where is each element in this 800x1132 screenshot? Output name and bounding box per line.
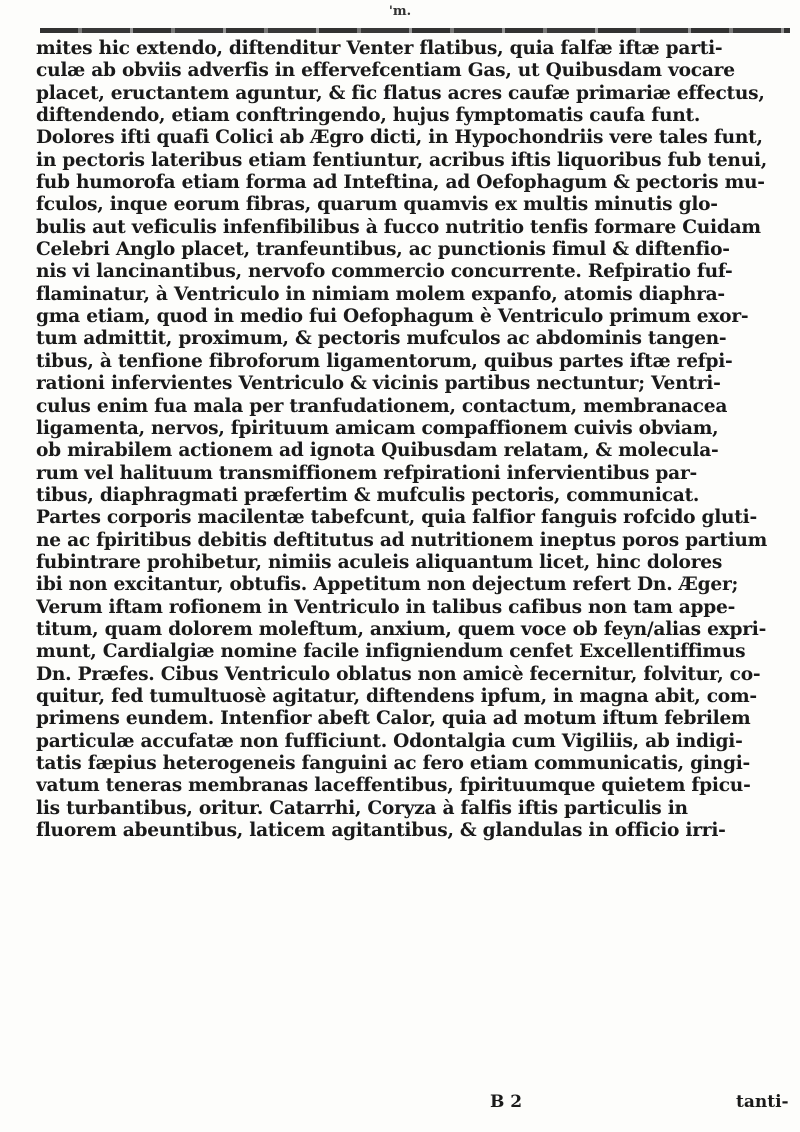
text-line: ligamenta, nervos, fpirituum amicam compaffionem cuivis obviam, (36, 417, 719, 439)
text-line: gma etiam, quod in medio fui Oefophagum è Ventriculo primum exor- (36, 306, 749, 328)
text-line: vatum teneras membranas laceffentibus, fpirituumque quietem fpicu- (36, 775, 751, 797)
text-line: in pectoris lateribus etiam fentiuntur, acribus iftis liquoribus fub tenui, (36, 149, 768, 171)
text-line: fub humorofa etiam forma ad Inteftina, ad Oefophagum & pectoris mu- (36, 172, 765, 194)
text-line: culæ ab obviis adverfis in effervefcentiam Gas, ut Quibusdam vocare (36, 60, 735, 82)
text-line: munt, Cardialgiæ nomine facile infigniendum cenfet Excellentiffimus (36, 641, 746, 663)
text-line: Verum iftam rofionem in Ventriculo in talibus cafibus non tam appe- (36, 596, 736, 618)
signature-mark: B 2 (490, 1092, 523, 1112)
text-line: rum vel halituum transmiffionem refpirationi infervientibus par- (36, 462, 697, 484)
text-line: fubintrare prohibetur, nimiis aculeis aliquantum licet, hinc dolores (36, 551, 723, 573)
text-line: tatis fæpius heterogeneis fanguini ac fero etiam communicatis, gingi- (36, 753, 750, 774)
catchword: tanti- (736, 1092, 789, 1112)
text-line: titum, quam dolorem moleftum, anxium, quem voce ob feyn/alias expri- (36, 618, 767, 640)
text-line: ob mirabilem actionem ad ignota Quibusdam relatam, & molecula- (36, 440, 719, 462)
text-line: placet, eructantem aguntur, & fic flatus acres caufæ primariæ effectus, (36, 82, 765, 104)
text-line: particulæ accufatæ non fufficiunt. Odontalgia cum Vigiliis, ab indigi- (36, 730, 743, 752)
text-line: tibus, diaphragmati præfertim & mufculis pectoris, communicat. (36, 484, 700, 506)
text-line: ibi non excitantur, obtufis. Appetitum non dejectum refert Dn. Æger; (36, 574, 739, 596)
text-line: tibus, à tenfione fibroforum ligamentorum, quibus partes iftæ refpi- (36, 350, 733, 372)
text-line: mites hic extendo, diftenditur Venter flatibus, quia falfæ iftæ parti- (36, 38, 723, 59)
header-rule (40, 28, 790, 33)
text-line: nis vi lancinantibus, nervofo commercio concurrente. Refpiratio fuf- (36, 261, 733, 283)
text-line: tum admittit, proximum, & pectoris mufculos ac abdominis tangen- (36, 328, 727, 350)
text-line: fluorem abeuntibus, laticem agitantibus, & glandulas in officio irri- (36, 820, 726, 842)
page-footer (0, 1092, 800, 1116)
text-line: primens eundem. Intenfior abeft Calor, quia ad motum iftum febrilem (36, 708, 751, 730)
text-line: Partes corporis macilentæ tabefcunt, quia falfior fanguis rofcido gluti- (36, 507, 757, 529)
body-text (36, 38, 784, 842)
page-folio: 'm. (388, 4, 412, 19)
text-line: flaminatur, à Ventriculo in nimiam molem expanfo, atomis diaphra- (36, 283, 725, 305)
text-line: diftendendo, etiam conftringendo, hujus fymptomatis caufa funt. (36, 105, 701, 127)
text-line: Celebri Anglo placet, tranfeuntibus, ac punctionis fimul & diftenfio- (36, 239, 730, 261)
text-line: Dn. Præfes. Cibus Ventriculo oblatus non amicè fecernitur, folvitur, co- (36, 663, 761, 685)
text-line: Dolores ifti quafi Colici ab Ægro dicti, in Hypochondriis vere tales funt, (36, 127, 763, 149)
text-line: culus enim fua mala per tranfudationem, contactum, membranacea (36, 395, 728, 417)
text-line: rationi infervientes Ventriculo & vicinis partibus nectuntur; Ventri- (36, 373, 721, 395)
text-line: quitur, fed tumultuosè agitatur, diftendens ipfum, in magna abit, com- (36, 685, 757, 707)
text-line: fculos, inque eorum fibras, quarum quamvis ex multis minutis glo- (36, 194, 718, 216)
text-line: ne ac fpiritibus debitis deftitutus ad nutritionem ineptus poros partium (36, 529, 768, 551)
text-line: bulis aut veficulis infenfibilibus à fucco nutritio tenfis formare Cuidam (36, 216, 761, 238)
text-line: lis turbantibus, oritur. Catarrhi, Coryza à falfis iftis particulis in (36, 797, 688, 819)
